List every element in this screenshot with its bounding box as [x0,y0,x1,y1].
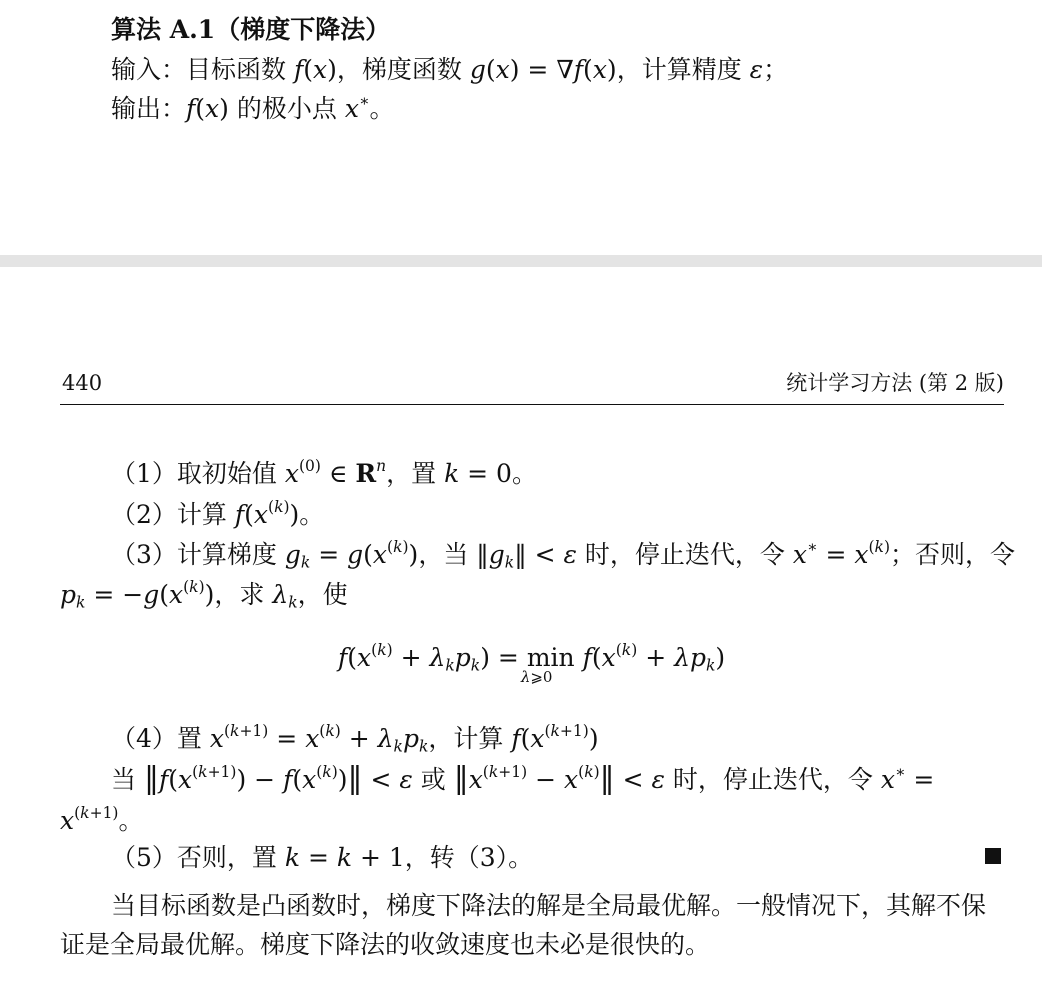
step-text: ，置 [386,459,445,488]
input-text: ，计算精度 [616,55,750,84]
step-text: （1）取初始值 [111,459,285,488]
step-text: ，计算 [428,724,512,753]
step-text: 或 [412,765,454,794]
paragraph-line-1: 当目标函数是凸函数时，梯度下降法的解是全局最优解。一般情况下，其解不保 [111,891,987,920]
input-text: 目标函数 [186,55,294,84]
step-3-continued: $p_k = -g(x^{(k)})$，求 $\lambda_k$，使 [60,577,348,612]
input-text: ，梯度函数 [336,55,470,84]
page-number: 440 [62,371,103,395]
step-text: ，转（3）。 [404,843,534,872]
output-text: 。 [369,94,395,123]
end-of-algorithm-mark [985,848,1001,864]
step-5: （5）否则，置 k = k + 1，转（3）。 [111,843,534,872]
step-text: ；否则，令 [890,540,1016,569]
step-4: （4）置 $x^{(k+1)} = x^{(k)} + \lambda_kp_k$，计算 $f(x^{(k+1)})$ [111,721,599,756]
step-text: （2）计算 [111,500,235,529]
step-text: 当 [111,765,144,794]
output-text: 的极小点 [228,94,345,123]
step-1: （1）取初始值 $x^{(0)}$ ∈ $R^n$，置 k = 0。 [111,456,537,488]
step-text: （5）否则，置 [111,843,285,872]
input-text: ； [763,55,789,84]
algorithm-output-line: 输出：f(x) 的极小点 x∗。 [111,91,395,123]
header-rule [60,404,1004,405]
output-label: 输出： [111,94,187,123]
step-text: 。 [299,500,325,529]
min-operator: min λ⩾0 [520,643,575,686]
algorithm-title: 算法 A.1（梯度下降法） [111,15,391,44]
step-text: （3）计算梯度 [111,540,285,569]
step-4-stop-condition: 当 $‖f(x^{(k+1)})$ − $f(x^{(k)})‖ < \varepsilon$ 或 $‖x^{(k+1)}$ − $x^{(k)}‖ < \varepsilon$ 时，停止迭代，令 x∗ = [111,761,935,796]
page-separator [0,255,1042,267]
step-text: 。 [511,459,537,488]
paragraph-line-2: 证是全局最优解。梯度下降法的收敛速度也未必是很快的。 [60,930,711,959]
step-text: 时，停止迭代，令 [576,540,793,569]
step-4-continued: $x^{(k+1)}$。 [60,803,144,835]
input-label: 输入： [111,55,187,84]
step-2: （2）计算 $f(x^{(k)})$。 [111,497,325,529]
step-text: 。 [118,806,144,835]
step-text: ，当 [418,540,477,569]
algorithm-input-line: 输入：目标函数 f(x)，梯度函数 g(x) = ∇f(x)，计算精度 ε； [111,55,789,84]
line-search-equation: $f(x^{(k)} + \lambda_kp_k) = \min$ λ⩾0 $f(x^{(k)} + \lambda p_k)$ [338,640,726,686]
step-text: ，使 [297,580,348,609]
book-title: 统计学习方法 (第 2 版) [786,371,1004,395]
step-text: ，求 [214,580,273,609]
step-text: 时，停止迭代，令 [664,765,881,794]
step-text: （4）置 [111,724,210,753]
step-3: （3）计算梯度 $g_k = g(x^{(k)})$，当 $‖g_k‖ < \varepsilon$ 时，停止迭代，令 $x^∗ = x^{(k)}$；否则，令 [111,537,1016,572]
